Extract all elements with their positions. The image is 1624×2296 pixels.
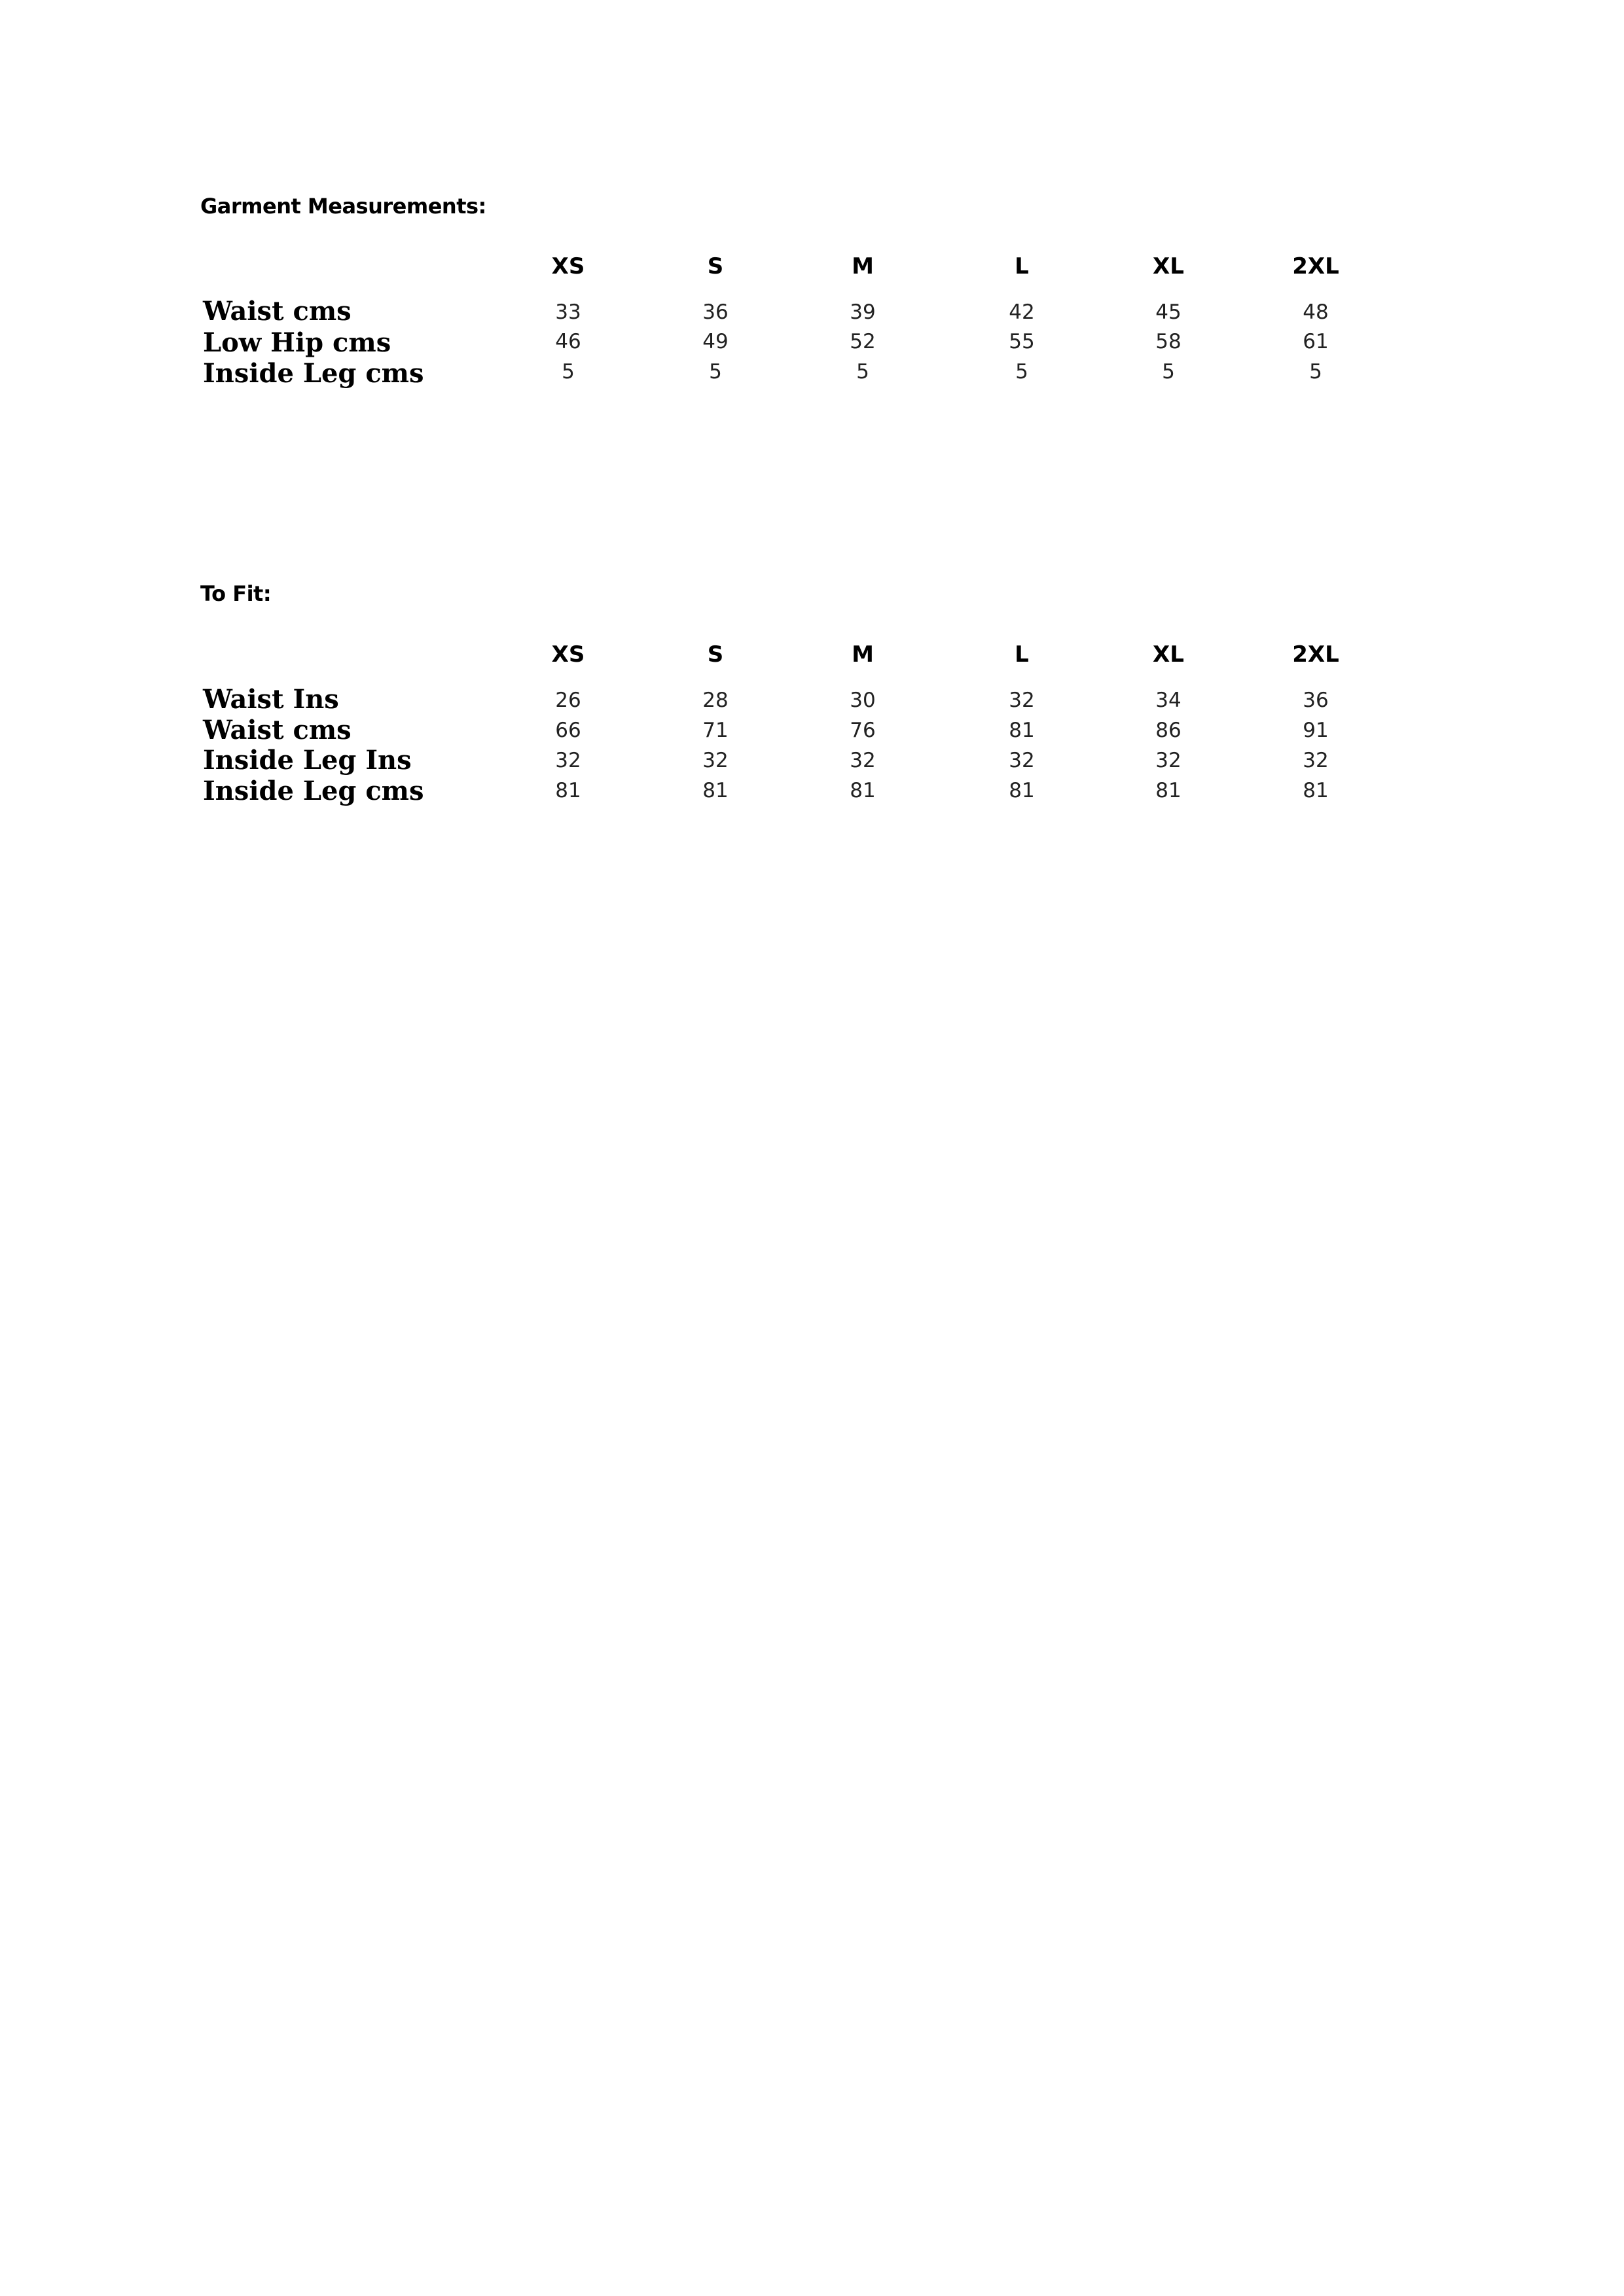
gm-cell-inside-leg-cms-xs: 5 — [562, 360, 575, 384]
gm-cell-low-hip-cms-m: 52 — [850, 330, 876, 353]
gm-cell-waist-cms-s: 36 — [702, 300, 729, 324]
tf-cell-waist-ins-m: 30 — [850, 689, 876, 712]
tf-cell-inside-leg-ins-xl: 32 — [1155, 749, 1182, 772]
tf-row-label-waist-ins: Waist Ins — [203, 684, 339, 715]
gm-size-header-2xl: 2XL — [1292, 253, 1339, 279]
gm-cell-low-hip-cms-xl: 58 — [1155, 330, 1182, 353]
tf-cell-waist-cms-m: 76 — [850, 719, 876, 742]
gm-cell-waist-cms-m: 39 — [850, 300, 876, 324]
gm-cell-inside-leg-cms-s: 5 — [709, 360, 722, 384]
tf-cell-inside-leg-ins-s: 32 — [702, 749, 729, 772]
gm-cell-low-hip-cms-l: 55 — [1009, 330, 1035, 353]
gm-size-header-xl: XL — [1153, 253, 1184, 279]
gm-size-header-s: S — [707, 253, 724, 279]
tf-cell-waist-ins-2xl: 36 — [1303, 689, 1329, 712]
tf-row-label-waist-cms: Waist cms — [203, 715, 352, 745]
gm-cell-waist-cms-2xl: 48 — [1303, 300, 1329, 324]
tf-cell-inside-leg-cms-l: 81 — [1009, 779, 1035, 802]
tf-size-header-s: S — [707, 641, 724, 668]
tf-row-label-inside-leg-ins: Inside Leg Ins — [203, 745, 412, 776]
gm-cell-inside-leg-cms-xl: 5 — [1162, 360, 1175, 384]
tf-size-header-l: L — [1015, 641, 1029, 668]
tf-cell-waist-cms-l: 81 — [1009, 719, 1035, 742]
tf-cell-inside-leg-ins-m: 32 — [850, 749, 876, 772]
gm-cell-waist-cms-l: 42 — [1009, 300, 1035, 324]
tf-cell-inside-leg-cms-xl: 81 — [1155, 779, 1182, 802]
tf-cell-inside-leg-cms-s: 81 — [702, 779, 729, 802]
gm-size-header-l: L — [1015, 253, 1029, 279]
tf-size-header-m: M — [852, 641, 874, 668]
tf-cell-waist-cms-xl: 86 — [1155, 719, 1182, 742]
gm-cell-waist-cms-xs: 33 — [555, 300, 581, 324]
to-fit-title: To Fit: — [200, 581, 272, 606]
gm-row-label-inside-leg-cms: Inside Leg cms — [203, 358, 424, 389]
tf-cell-inside-leg-cms-xs: 81 — [555, 779, 581, 802]
gm-cell-inside-leg-cms-2xl: 5 — [1309, 360, 1322, 384]
tf-size-header-xs: XS — [551, 641, 585, 668]
gm-cell-inside-leg-cms-l: 5 — [1015, 360, 1028, 384]
tf-cell-waist-cms-s: 71 — [702, 719, 729, 742]
gm-cell-inside-leg-cms-m: 5 — [856, 360, 869, 384]
tf-cell-waist-ins-s: 28 — [702, 689, 729, 712]
gm-row-label-waist-cms: Waist cms — [203, 296, 352, 327]
gm-size-header-m: M — [852, 253, 874, 279]
tf-cell-waist-ins-xl: 34 — [1155, 689, 1182, 712]
tf-cell-inside-leg-cms-2xl: 81 — [1303, 779, 1329, 802]
gm-row-label-low-hip-cms: Low Hip cms — [203, 327, 391, 358]
tf-cell-inside-leg-ins-xs: 32 — [555, 749, 581, 772]
gm-cell-waist-cms-xl: 45 — [1155, 300, 1182, 324]
tf-cell-inside-leg-ins-l: 32 — [1009, 749, 1035, 772]
tf-cell-inside-leg-ins-2xl: 32 — [1303, 749, 1329, 772]
gm-cell-low-hip-cms-s: 49 — [702, 330, 729, 353]
tf-cell-waist-ins-xs: 26 — [555, 689, 581, 712]
gm-size-header-xs: XS — [551, 253, 585, 279]
tf-size-header-2xl: 2XL — [1292, 641, 1339, 668]
gm-cell-low-hip-cms-xs: 46 — [555, 330, 581, 353]
tf-size-header-xl: XL — [1153, 641, 1184, 668]
tf-row-label-inside-leg-cms: Inside Leg cms — [203, 776, 424, 806]
tf-cell-waist-cms-xs: 66 — [555, 719, 581, 742]
garment-measurements-title: Garment Measurements: — [200, 194, 486, 219]
tf-cell-inside-leg-cms-m: 81 — [850, 779, 876, 802]
tf-cell-waist-ins-l: 32 — [1009, 689, 1035, 712]
tf-cell-waist-cms-2xl: 91 — [1303, 719, 1329, 742]
gm-cell-low-hip-cms-2xl: 61 — [1303, 330, 1329, 353]
